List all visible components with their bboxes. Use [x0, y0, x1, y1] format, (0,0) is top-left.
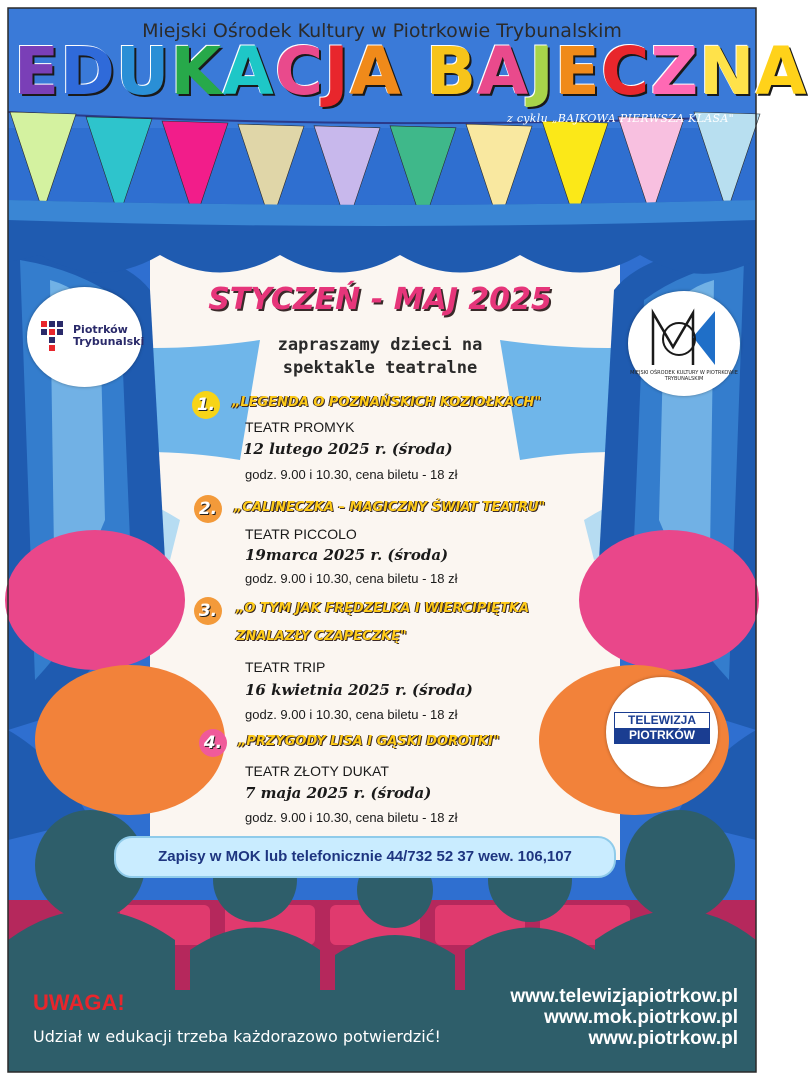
title-letter: C: [274, 33, 325, 110]
title-letter: Z: [650, 33, 700, 110]
event-theatre: TEATR ZŁOTY DUKAT: [245, 763, 389, 779]
invitation-line2: spektakle teatralne: [282, 358, 478, 378]
title-letter: A: [477, 33, 530, 110]
city-logo-line1: Piotrków: [73, 323, 128, 336]
title-letter: A: [755, 33, 808, 110]
event-theatre: TEATR PICCOLO: [245, 526, 357, 542]
event-info: godz. 9.00 i 10.30, cena biletu - 18 zł: [245, 810, 458, 825]
signup-info: Zapisy w MOK lub telefonicznie 44/732 52 37 wew. 106,107: [114, 836, 616, 878]
event-title: „CALINECZKA – MAGICZNY ŚWIAT TEATRU": [234, 500, 546, 515]
piotrkow-city-logo[interactable]: [27, 287, 145, 387]
title-letter: D: [60, 33, 116, 110]
city-logo-line2: Trybunalski: [73, 335, 145, 348]
invitation-line1: zapraszamy dzieci na: [277, 335, 483, 355]
event-date: 12 lutego 2025 r. (środa): [243, 440, 453, 458]
mok-logo-caption: MIEJSKI OŚRODEK KULTURY W PIOTRKOWIE TRYBUNALSKIM: [630, 370, 738, 382]
event-date: 19marca 2025 r. (środa): [245, 546, 449, 564]
title-letter: E: [14, 33, 61, 110]
title-letter: J: [324, 33, 350, 110]
tv-logo-line2: PIOTRKÓW: [615, 728, 709, 743]
series-subtitle: z cyklu „BAJKOWA PIERWSZA KLASA": [506, 112, 734, 125]
website-links: [510, 986, 738, 1049]
city-mark-icon: [41, 321, 67, 351]
event-title: „LEGENDA O POZNAŃSKICH KOZIOŁKACH": [232, 395, 542, 410]
organizer-name: Miejski Ośrodek Kultury w Piotrkowie Trybunalskim: [142, 20, 622, 42]
confirmation-note: Udział w edukacji trzeba każdorazowo potwierdzić!: [33, 1027, 441, 1046]
event-number-badge: 1.: [192, 391, 220, 419]
title-letter: J: [529, 33, 555, 110]
event-theatre: TEATR TRIP: [245, 659, 326, 675]
mok-logo[interactable]: [628, 291, 740, 396]
website-link-mok[interactable]: www.mok.piotrkow.pl: [544, 1007, 738, 1028]
title-letter: A: [222, 33, 275, 110]
invitation-text: [180, 334, 580, 380]
event-title: „PRZYGODY LISA I GĄSKI DOROTKI": [238, 734, 500, 749]
event-theatre: TEATR PROMYK: [245, 419, 355, 435]
website-link-tv[interactable]: www.telewizjapiotrkow.pl: [510, 986, 738, 1007]
event-number-badge: 4.: [199, 729, 227, 757]
mok-mark-icon: [649, 307, 719, 369]
event-number-badge: 2.: [194, 495, 222, 523]
title-letter: U: [115, 33, 171, 110]
title-word-2: [426, 33, 808, 110]
poster-title: [14, 32, 808, 112]
event-number-badge: 3.: [194, 597, 222, 625]
event-info: godz. 9.00 i 10.30, cena biletu - 18 zł: [245, 571, 458, 586]
website-link-city[interactable]: www.piotrkow.pl: [588, 1028, 738, 1049]
warning-label: UWAGA!: [33, 990, 125, 1015]
event-info: godz. 9.00 i 10.30, cena biletu - 18 zł: [245, 467, 458, 482]
title-letter: N: [699, 33, 756, 110]
season-period: STYCZEŃ - MAJ 2025: [208, 282, 552, 317]
title-letter: B: [425, 33, 478, 110]
event-date: 7 maja 2025 r. (środa): [245, 784, 432, 802]
telewizja-piotrkow-logo[interactable]: [606, 677, 718, 787]
event-date: 16 kwietnia 2025 r. (środa): [245, 681, 473, 699]
title-word-1: [14, 33, 402, 110]
title-letter: C: [600, 33, 651, 110]
event-title: „O TYM JAK FRĘDZELKA I WIERCIPIĘTKA: [236, 601, 530, 616]
title-letter: A: [349, 33, 402, 110]
tv-logo-line1: TELEWIZJA: [615, 713, 709, 728]
event-title-line2: ZNALAZŁY CZAPECZKĘ": [236, 629, 407, 644]
title-letter: K: [170, 33, 223, 110]
event-info: godz. 9.00 i 10.30, cena biletu - 18 zł: [245, 707, 458, 722]
title-letter: E: [554, 33, 601, 110]
